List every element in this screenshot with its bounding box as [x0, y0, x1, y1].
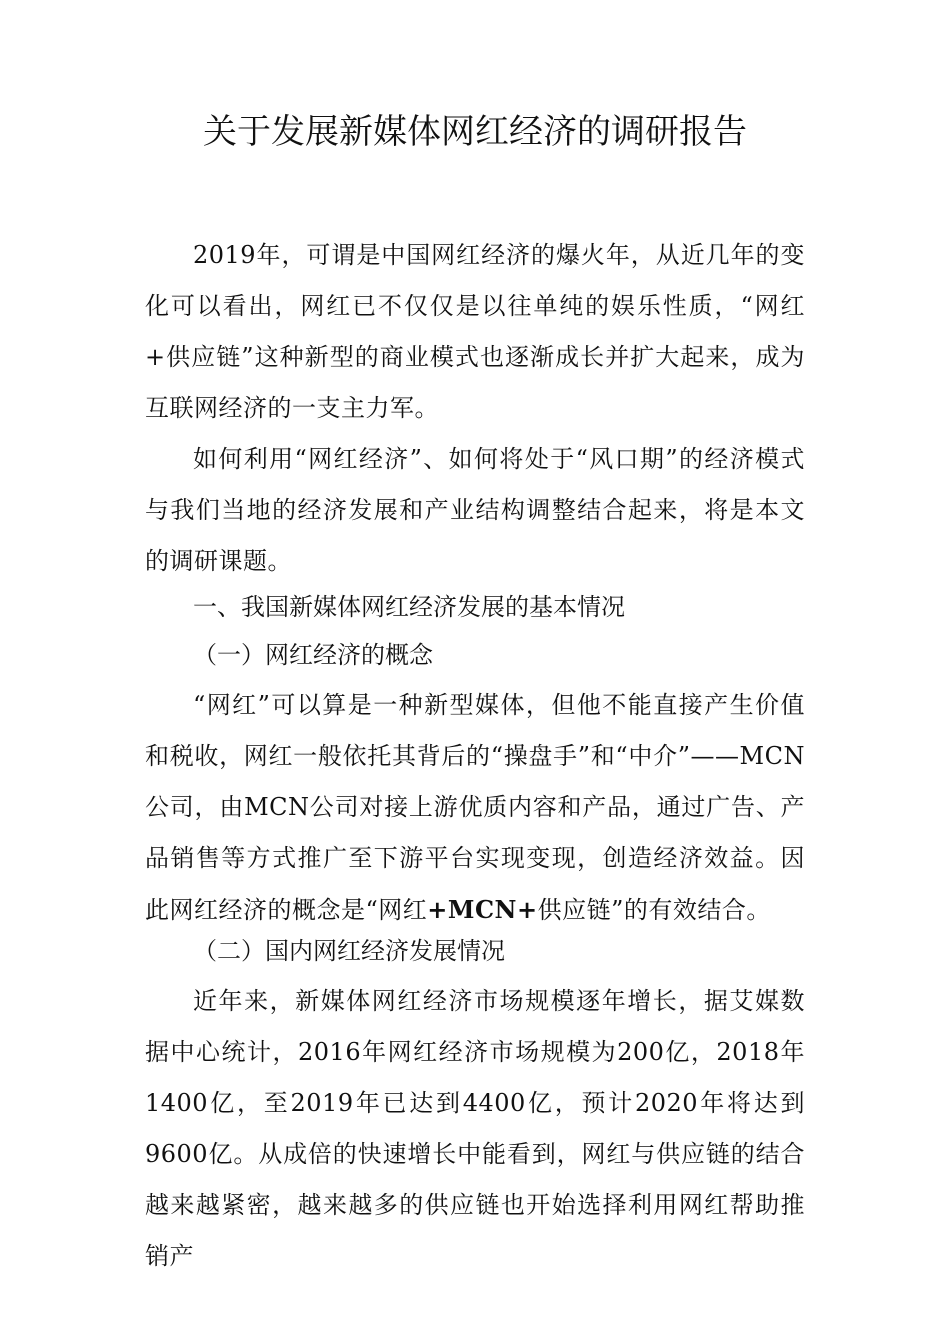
- subsection-1-text-bold: +MCN+: [427, 895, 538, 924]
- section-1-heading: 一、我国新媒体网红经济发展的基本情况: [193, 593, 625, 621]
- subsection-1-heading: （一）网红经济的概念: [193, 641, 433, 669]
- intro-paragraph-2: 如何利用“网红经济”、如何将处于“风口期”的经济模式与我们当地的经济发展和产业结构调整结合起来，将是本文的调研课题。: [145, 445, 805, 575]
- subsection-1-text-main: “网红”可以算是一种新型媒体，但他不能直接产生价值和税收，网红一般依托其背后的“操盘手”和“中介”——MCN公司，由MCN公司对接上游优质内容和产品，通过广告、产品销售等方式推广至下游平台实现变现，创造经济效益。因此网红经济的概念是“网红: [145, 691, 805, 924]
- subsection-1-text-tail: 供应链”的有效结合。: [537, 896, 771, 924]
- intro-paragraph-1: 2019年，可谓是中国网红经济的爆火年，从近几年的变化可以看出，网红已不仅仅是以往单纯的娱乐性质，“网红+供应链”这种新型的商业模式也逐渐成长并扩大起来，成为互联网经济的一支主力军。: [145, 241, 805, 422]
- subsection-2-paragraph: 近年来，新媒体网红经济市场规模逐年增长，据艾媒数据中心统计，2016年网红经济市场规模为200亿，2018年1400亿，至2019年已达到4400亿，预计2020年将达到9600亿。从成倍的快速增长中能看到，网红与供应链的结合越来越紧密，越来越多的供应链也开始选择利用网红帮助推销产: [145, 987, 805, 1270]
- subsection-1-paragraph: [145, 680, 805, 936]
- document-title: 关于发展新媒体网红经济的调研报告: [203, 112, 747, 152]
- subsection-2-heading: （二）国内网红经济发展情况: [193, 937, 505, 965]
